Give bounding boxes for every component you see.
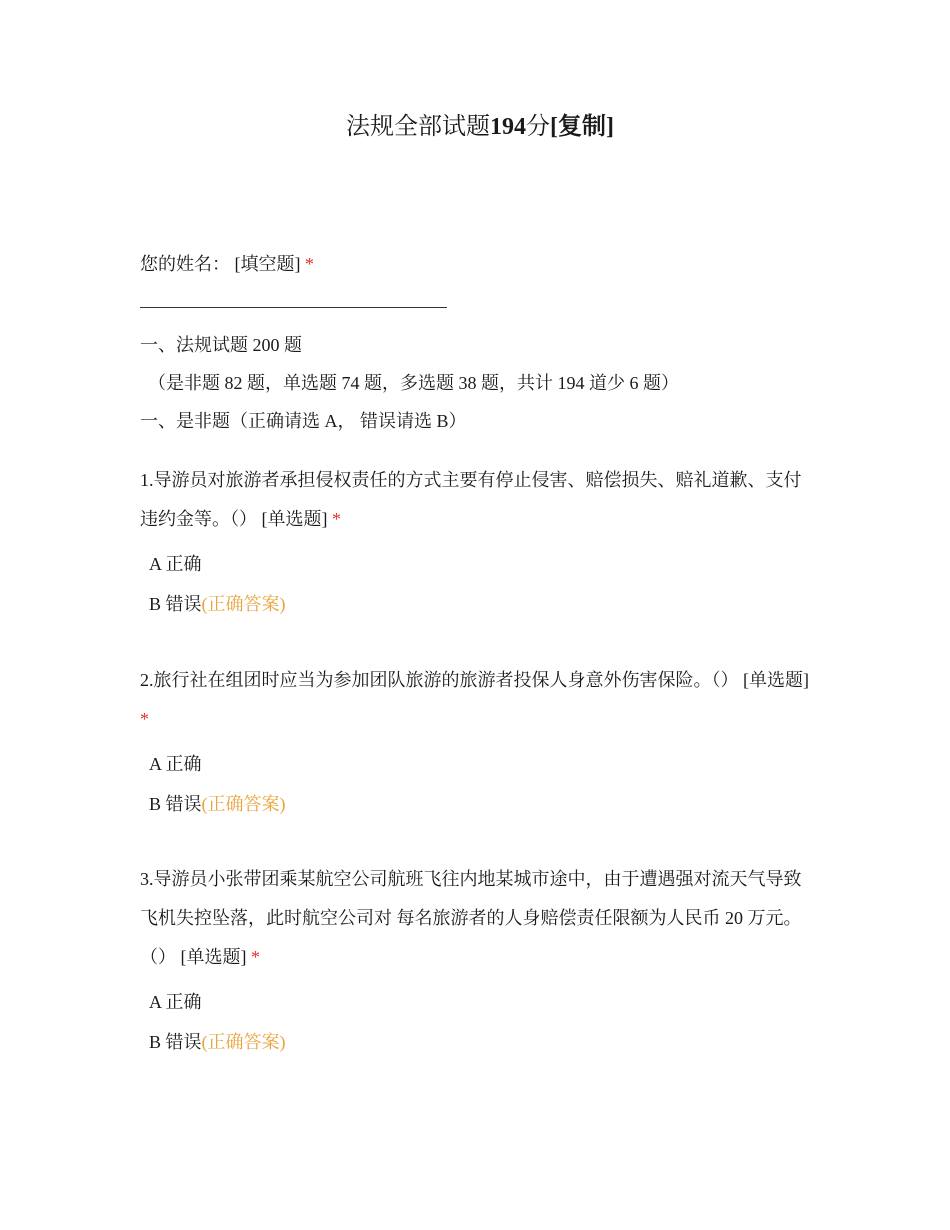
question-3 <box>140 860 812 977</box>
required-asterisk: * <box>140 709 149 729</box>
section-note: （是非题 82 题，单选题 74 题，多选题 38 题，共计 194 道少 6 题） <box>148 373 679 393</box>
question-type: [单选题] <box>261 509 328 529</box>
question-type: [单选题] <box>743 670 809 690</box>
question-text: 1.导游员对旅游者承担侵权责任的方式主要有停止侵害、赔偿损失、赔礼道歉、支付违约金等。（） <box>140 470 802 529</box>
name-question <box>140 253 812 275</box>
name-question-type: [填空题] <box>234 254 301 274</box>
name-question-label: 您的姓名： <box>140 254 230 274</box>
correct-answer-tag: (正确答案) <box>201 594 286 614</box>
option-label: B 错误 <box>149 1032 202 1052</box>
question-text: 2.旅行社在组团时应当为参加团队旅游的旅游者投保人身意外伤害保险。（） <box>140 670 743 690</box>
section-heading: 一、法规试题 200 题 <box>140 335 302 355</box>
question-3-option-b[interactable] <box>149 1031 286 1053</box>
option-label: A 正确 <box>149 554 202 574</box>
required-asterisk: * <box>305 254 314 274</box>
required-asterisk: * <box>332 509 341 529</box>
name-input-line[interactable] <box>140 307 447 308</box>
title-score: 194 <box>490 114 526 140</box>
option-label: A 正确 <box>149 992 202 1012</box>
question-1-option-b[interactable] <box>149 593 286 615</box>
question-2-option-a[interactable] <box>149 753 202 775</box>
question-text: 3.导游员小张带团乘某航空公司航班飞往内地某城市途中，由于遭遇强对流天气导致飞机失控坠落，此时航空公司对 每名旅游者的人身赔偿责任限额为人民币 20 万元。（） <box>140 869 802 967</box>
title-suffix: [复制] <box>550 114 614 140</box>
option-label: B 错误 <box>149 594 202 614</box>
title-prefix: 法规全部试题 <box>346 114 490 140</box>
required-asterisk: * <box>251 947 260 967</box>
question-1-option-a[interactable] <box>149 553 202 575</box>
question-type: [单选题] <box>180 947 247 967</box>
page-title <box>0 112 950 142</box>
question-2-option-b[interactable] <box>149 793 286 815</box>
option-label: A 正确 <box>149 754 202 774</box>
question-1 <box>140 461 812 539</box>
question-3-option-a[interactable] <box>149 991 202 1013</box>
correct-answer-tag: (正确答案) <box>201 794 286 814</box>
subsection-heading: 一、是非题（正确请选 A， 错误请选 B） <box>140 411 467 431</box>
correct-answer-tag: (正确答案) <box>201 1032 286 1052</box>
question-2 <box>140 661 812 739</box>
title-unit: 分 <box>526 114 550 140</box>
option-label: B 错误 <box>149 794 202 814</box>
